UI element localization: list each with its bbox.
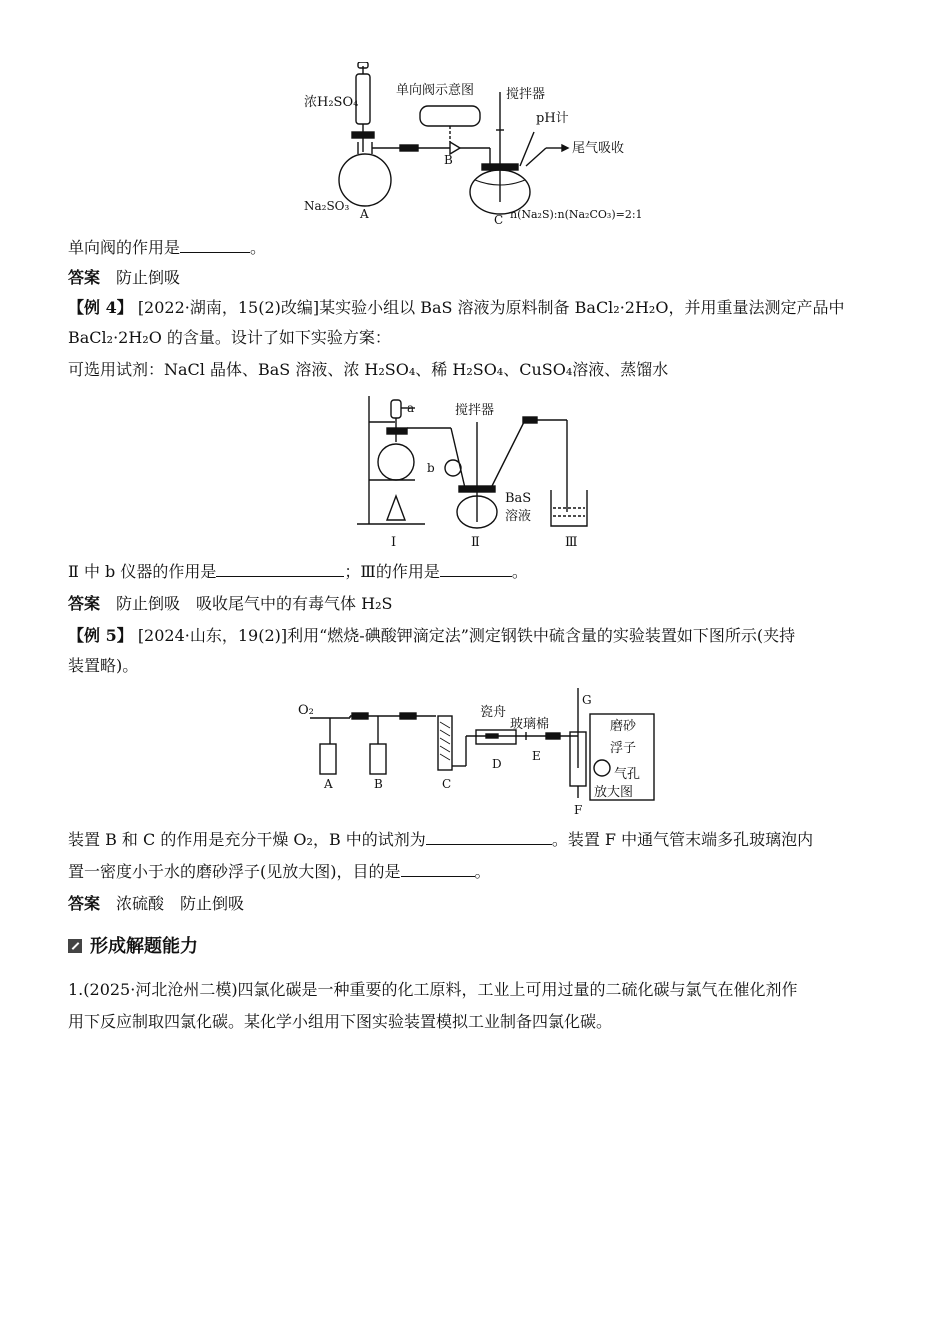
- answer-blank-b[interactable]: [216, 562, 344, 577]
- fig3-label-o2: O₂: [298, 703, 314, 718]
- section-title: 形成解题能力: [90, 936, 198, 957]
- answer-blank-purpose[interactable]: [401, 862, 475, 877]
- example-5-tag: 【例 5】: [68, 626, 133, 645]
- question-1-line2: 用下反应制取四氯化碳。某化学小组用下图实验装置模拟工业制备四氯化碳。: [68, 1012, 613, 1031]
- question-ex5-part2: 。装置 F 中通气管末端多孔玻璃泡内: [551, 830, 814, 849]
- question-ex4-part3: 。: [511, 562, 528, 581]
- figure-1-apparatus: [300, 62, 660, 232]
- fig1-label-b: B: [444, 153, 453, 167]
- fig1-label-a: A: [360, 207, 369, 221]
- question-ex5-part1: 装置 B 和 C 的作用是充分干燥 O₂，B 中的试剂为: [68, 830, 426, 849]
- fig3-label-boat: 瓷舟: [480, 705, 507, 720]
- figure-2-apparatus: [355, 392, 595, 552]
- answer-text: 浓硫酸 防止倒吸: [116, 894, 245, 913]
- fig1-label-ph: pH计: [536, 111, 569, 126]
- fig2-label-solution: 溶液: [505, 509, 532, 524]
- fig1-label-valve-title: 单向阀示意图: [396, 83, 475, 98]
- example-4-tag: 【例 4】: [68, 298, 133, 317]
- fig3-label-wool: 玻璃棉: [510, 717, 550, 732]
- answer-1: [68, 268, 180, 288]
- example-4-reagents: 可选用试剂：NaCl 晶体、BaS 溶液、浓 H₂SO₄、稀 H₂SO₄、CuSO₄溶液、蒸馏水: [68, 360, 669, 379]
- answer-label: 答案: [68, 894, 101, 913]
- fig2-label-stirrer: 搅拌器: [455, 403, 495, 418]
- fig3-label-f: F: [574, 803, 583, 817]
- question-ex5-line2a: 置一密度小于水的磨砂浮子(见放大图)，目的是: [68, 862, 401, 881]
- answer-2: [68, 594, 392, 614]
- figure-3-apparatus: [296, 688, 656, 828]
- example-4-line1: [68, 298, 844, 318]
- fig2-label-i: Ⅰ: [391, 535, 397, 550]
- fig3-label-e: E: [532, 749, 541, 763]
- pencil-square-icon: [68, 939, 82, 953]
- example-5-line1: [68, 626, 795, 646]
- answer-blank[interactable]: [180, 238, 250, 253]
- question-ex5-line1: [68, 830, 813, 850]
- question-valve-end: 。: [250, 238, 267, 257]
- question-1-line1: 1.(2025·河北沧州二模)四氯化碳是一种重要的化工原料，工业上可用过量的二硫化碳与氯气在催化剂作: [68, 980, 798, 999]
- question-ex5-line2: [68, 862, 491, 882]
- fig2-label-bas: BaS: [505, 491, 532, 506]
- fig3-label-enlarged: 放大图: [594, 785, 634, 800]
- fig1-label-tail: 尾气吸收: [572, 141, 625, 156]
- fig1-label-stirrer: 搅拌器: [506, 87, 546, 102]
- fig1-label-c: C: [494, 213, 504, 227]
- example-5-text1: [2024·山东，19(2)]利用“燃烧-碘酸钾滴定法”测定钢铁中硫含量的实验装置如下图所示(夹持: [137, 626, 796, 645]
- question-valve-text: 单向阀的作用是: [68, 238, 181, 257]
- question-valve: [68, 238, 266, 258]
- fig3-label-a: A: [324, 777, 333, 791]
- fig3-label-d: D: [492, 757, 502, 771]
- answer-blank-reagent[interactable]: [426, 830, 552, 845]
- example-4-line2: BaCl₂·2H₂O 的含量。设计了如下实验方案：: [68, 328, 391, 347]
- fig2-label-iii: Ⅲ: [565, 535, 578, 550]
- fig3-label-c: C: [442, 777, 452, 791]
- example-5-line2: 装置略)。: [68, 656, 139, 675]
- question-ex4-part2: ；Ⅲ的作用是: [344, 562, 440, 581]
- example-4-text1: [2022·湖南，15(2)改编]某实验小组以 BaS 溶液为原料制备 BaCl₂·2H₂O，并用重量法测定产品中: [137, 298, 845, 317]
- fig1-label-na2so3: Na₂SO₃: [304, 199, 350, 213]
- answer-label: 答案: [68, 594, 101, 613]
- fig3-label-hole: 气孔: [614, 767, 641, 782]
- fig3-label-b: B: [374, 777, 383, 791]
- fig1-label-ratio: n(Na₂S):n(Na₂CO₃)=2:1: [510, 208, 643, 221]
- answer-3: [68, 894, 244, 914]
- question-ex5-line2b: 。: [474, 862, 491, 881]
- question-ex4-part1: Ⅱ 中 b 仪器的作用是: [68, 562, 217, 581]
- fig3-label-g: G: [582, 693, 592, 707]
- answer-text: 防止倒吸: [116, 268, 181, 287]
- answer-text: 防止倒吸 吸收尾气中的有毒气体 H₂S: [116, 594, 393, 613]
- fig3-label-float: 浮子: [610, 741, 637, 756]
- fig3-label-frosted: 磨砂: [610, 719, 637, 734]
- section-heading: [68, 932, 198, 958]
- question-ex4: [68, 562, 528, 582]
- fig2-label-a: a: [407, 401, 415, 415]
- answer-blank-iii[interactable]: [440, 562, 512, 577]
- fig2-label-b: b: [427, 461, 435, 475]
- answer-label: 答案: [68, 268, 101, 287]
- fig1-label-acid: 浓H₂SO₄: [304, 95, 359, 110]
- fig2-label-ii: Ⅱ: [471, 535, 480, 550]
